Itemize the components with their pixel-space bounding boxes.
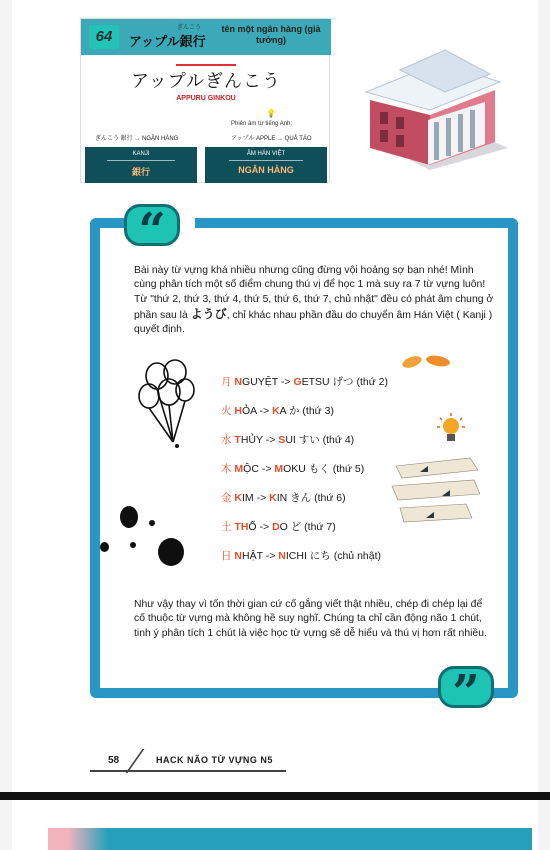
close-quote-icon: ” (438, 666, 494, 708)
hanviet-rest: ỘC -> (243, 463, 275, 475)
reading-rest: IN きん (thứ 6) (276, 492, 346, 504)
vocab-number: 64 (89, 25, 119, 49)
paper-banner-illustration (390, 456, 480, 532)
vocab-romaji: APPURU GINKOU (176, 95, 236, 102)
day-kanji: 月 (221, 376, 232, 388)
hanviet-initial: N (234, 376, 243, 388)
ink-dot (120, 506, 138, 528)
vocab-kana: アップルぎんこう (130, 71, 282, 91)
reading-rest: O ど (thứ 7) (279, 521, 336, 533)
vocab-japanese: アップル銀行 (129, 34, 206, 49)
day-row (221, 519, 388, 548)
day-kanji: 水 (221, 434, 232, 446)
ink-dot (100, 542, 109, 552)
hanviet-initial: M (234, 463, 244, 475)
youbi-text: ようび (190, 306, 227, 321)
reading-rest: A か (thứ 3) (279, 405, 334, 417)
reading-rest: OKU もく (thứ 5) (283, 463, 365, 475)
day-kanji: 木 (221, 463, 232, 475)
furigana: ぎんこう (177, 25, 202, 31)
reading-rest: ETSU げつ (thứ 2) (301, 376, 389, 388)
hanviet-initial: N (234, 550, 243, 562)
book-title: HACK NÃO TỪ VỰNG N5 (156, 755, 273, 765)
reading-initial: K (272, 405, 280, 417)
hanviet-initial: H (234, 405, 243, 417)
vocab-meaning: tên một ngân hàng (giả tưởng) (221, 24, 321, 45)
hanviet-panel (205, 147, 327, 183)
reading-initial: D (272, 521, 280, 533)
vocab-card (80, 18, 330, 183)
ink-dot (130, 542, 136, 548)
page-gap (0, 792, 550, 800)
intro-text-1: Bài này từ vựng khá nhiều nhưng cũng đừng vội hoảng sợ bạn nhé! Mình cùng phân tích một số điểm chung thú vị để học 1 mà suy ra 7 từ vựng luôn! Từ "thứ 2, thứ 3, thứ 4, thứ 5, thứ 6, thứ 7, chủ nhật" đều có phát âm chung ở phần sau là (134, 265, 494, 321)
hanviet-rest: IM -> (242, 492, 270, 504)
day-row (221, 461, 388, 490)
bank-building-illustration (360, 30, 510, 170)
day-row (221, 432, 388, 461)
hanviet-initial: T (234, 434, 241, 446)
day-kanji: 土 (221, 521, 232, 533)
day-row (221, 403, 388, 432)
day-kanji: 日 (221, 550, 232, 562)
intro-text-2: , chỉ khác nhau phần đầu do chuyển âm Hán Việt ( Kanji ) quyết định. (134, 309, 493, 336)
footer-rule (90, 770, 286, 772)
ink-dot (149, 520, 155, 526)
breakdown-right: アップル APPLE → QUẢ TÁO (231, 136, 312, 142)
day-kanji: 火 (221, 405, 232, 417)
hanviet-initial: TH (234, 521, 249, 533)
page-number: 58 (108, 755, 120, 766)
reading-rest: ICHI にち (chủ nhật) (285, 550, 382, 562)
balloons-illustration (135, 358, 205, 453)
day-row (221, 490, 388, 519)
small-bulb-icon: 💡 (266, 109, 276, 118)
divider (107, 160, 174, 161)
hanviet-rest: HỦY -> (240, 434, 279, 446)
accent-line (176, 64, 236, 66)
divider (229, 160, 302, 161)
reading-initial: K (269, 492, 277, 504)
intro-paragraph (134, 264, 496, 337)
reading-initial: N (278, 550, 286, 562)
breakdown-left: ぎんこう 銀行 → NGÂN HÀNG (95, 136, 179, 142)
next-page-header-strip (48, 828, 532, 850)
origin-label: Phiên âm từ tiếng Anh: (231, 121, 293, 127)
day-row (221, 374, 388, 403)
hanviet-label: ÂM HÁN VIỆT (246, 151, 286, 157)
leaf-illustration (398, 352, 454, 372)
kanji-panel (85, 147, 197, 183)
day-kanji: 金 (221, 492, 232, 504)
vocab-title-bar (81, 19, 331, 55)
day-row (221, 548, 388, 577)
kanji-value: 銀行 (131, 167, 150, 177)
lightbulb-icon (437, 412, 465, 448)
reading-rest: UI すい (thứ 4) (285, 434, 355, 446)
days-list (221, 374, 388, 577)
ink-dot (158, 538, 184, 566)
hanviet-rest: HẬT -> (242, 550, 279, 562)
reading-initial: G (293, 376, 302, 388)
open-quote-icon: “ (124, 204, 180, 246)
hanviet-value: NGÂN HÀNG (238, 165, 294, 175)
hanviet-rest: Ổ -> (248, 521, 273, 533)
hanviet-rest: ỎA -> (242, 405, 273, 417)
hanviet-rest: GUYỆT -> (242, 376, 294, 388)
closing-paragraph: Như vậy thay vì tốn thời gian cứ cố gắng viết thật nhiều, chép đi chép lại để cố thuộc từ vựng mà không hề suy nghĩ. Chúng ta chỉ cần động não 1 chút, tinh ý phân tích 1 chút là việc học từ vựng sẽ dễ hiểu và thú vị hơn rất nhiều. (134, 599, 487, 639)
page-footer (90, 746, 290, 776)
reading-initial: S (278, 434, 286, 446)
kanji-label: KANJI (132, 151, 150, 157)
hanviet-initial: K (234, 492, 243, 504)
reading-initial: M (274, 463, 284, 475)
